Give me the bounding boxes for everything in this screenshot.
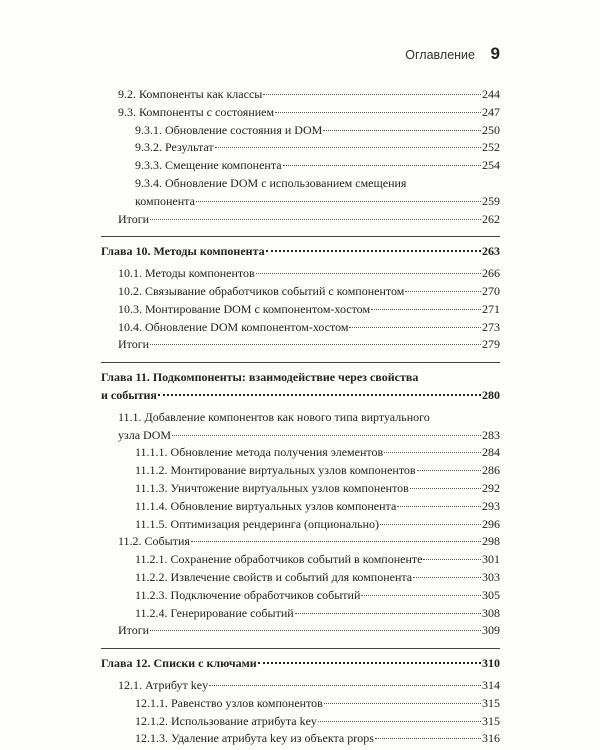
toc-entry-page: 279 xyxy=(482,337,500,352)
toc-entry-page: 273 xyxy=(482,319,500,334)
toc-entry-title: 11.1.2. Монтирование виртуальных узлов компонентов xyxy=(135,463,416,478)
toc-entry-title: 11.1.4. Обновление виртуальных узлов компонента xyxy=(135,498,397,513)
toc-entry-page: 316 xyxy=(482,731,500,746)
dot-leader xyxy=(295,613,481,614)
dot-leader xyxy=(361,595,481,596)
dot-leader xyxy=(413,577,481,578)
toc-chapter-entry[interactable] xyxy=(101,369,500,405)
toc-entry-title: 11.1.1. Обновление метода получения элементов xyxy=(135,445,384,460)
toc-entry-title: 11.1. Добавление компонентов как нового типа виртуального xyxy=(118,409,430,424)
toc-entry-title: Глава 10. Методы компонента xyxy=(101,244,265,259)
dot-leader xyxy=(323,130,481,131)
toc-entry-title: 11.1.5. Оптимизация рендеринга (опционально) xyxy=(135,516,380,531)
table-of-contents xyxy=(101,86,500,748)
toc-entry-title: 10.2. Связывание обработчиков событий с компонентом xyxy=(118,283,405,298)
page-number: 9 xyxy=(490,44,500,63)
chapter-divider xyxy=(101,236,500,237)
dot-leader xyxy=(283,165,481,166)
dot-leader xyxy=(263,94,481,95)
dot-leader xyxy=(380,524,481,525)
toc-entry-title: 9.3.3. Смещение компонента xyxy=(135,158,282,173)
dot-leader xyxy=(275,112,481,113)
toc-entry[interactable] xyxy=(101,516,500,534)
toc-entry[interactable] xyxy=(101,175,500,211)
toc-entry-title-continued: и события xyxy=(101,387,157,402)
toc-entry[interactable] xyxy=(101,533,500,551)
toc-entry-title: 11.2.4. Генерирование событий xyxy=(135,605,294,620)
toc-entry-title: 12.1.3. Удаление атрибута key из объекта props xyxy=(135,731,374,746)
toc-chapter-entry[interactable] xyxy=(101,655,500,673)
dot-leader xyxy=(196,201,481,202)
toc-entry[interactable] xyxy=(101,587,500,605)
dot-leader xyxy=(318,721,481,722)
toc-entry-title: 9.3.1. Обновление состояния и DOM xyxy=(135,122,323,137)
toc-entry-page: 308 xyxy=(482,605,500,620)
toc-entry-title-continued: узла DOM xyxy=(118,427,172,442)
toc-entry[interactable] xyxy=(101,695,500,713)
toc-entry-page: 252 xyxy=(482,140,500,155)
toc-entry-page: 254 xyxy=(482,158,500,173)
dot-leader xyxy=(324,703,481,704)
dot-leader xyxy=(158,394,481,396)
toc-entry-page: 305 xyxy=(482,587,500,602)
dot-leader xyxy=(209,685,481,686)
header-title: Оглавление xyxy=(405,48,475,62)
dot-leader xyxy=(150,344,481,345)
toc-entry-title: 10.4. Обновление DOM компонентом-хостом xyxy=(118,319,349,334)
toc-entry-page: 315 xyxy=(482,695,500,710)
toc-entry-page: 296 xyxy=(482,516,500,531)
toc-entry-page: 315 xyxy=(482,713,500,728)
dot-leader xyxy=(375,738,481,739)
toc-entry[interactable] xyxy=(101,713,500,731)
toc-entry[interactable] xyxy=(101,730,500,748)
dot-leader xyxy=(150,219,481,220)
dot-leader xyxy=(423,559,481,560)
dot-leader xyxy=(410,488,481,489)
toc-entry-title: 12.1.1. Равенство узлов компонентов xyxy=(135,695,323,710)
toc-entry-title: 12.1. Атрибут key xyxy=(118,677,209,692)
toc-entry-title: 11.2.1. Сохранение обработчиков событий в компоненте xyxy=(135,552,423,567)
dot-leader xyxy=(215,147,481,148)
toc-entry[interactable] xyxy=(101,622,500,640)
toc-entry[interactable] xyxy=(101,265,500,283)
toc-chapter-entry[interactable] xyxy=(101,243,500,261)
toc-entry[interactable] xyxy=(101,301,500,319)
toc-entry-page: 262 xyxy=(482,211,500,226)
toc-entry-page: 292 xyxy=(482,480,500,495)
toc-entry-title: Итоги xyxy=(118,623,150,638)
toc-entry-page: 284 xyxy=(482,445,500,460)
dot-leader xyxy=(405,291,481,292)
toc-entry[interactable] xyxy=(101,462,500,480)
toc-entry-title: 11.2.3. Подключение обработчиков событий xyxy=(135,587,361,602)
dot-leader xyxy=(397,506,481,507)
dot-leader xyxy=(417,470,481,471)
dot-leader xyxy=(256,273,481,274)
toc-entry-page: 280 xyxy=(482,387,500,402)
toc-entry-title: 10.1. Методы компонентов xyxy=(118,266,255,281)
toc-entry-page: 293 xyxy=(482,498,500,513)
chapter-divider xyxy=(101,648,500,649)
toc-entry-title: 9.3.4. Обновление DOM с использованием смещения xyxy=(135,175,407,190)
toc-entry-title: Итоги xyxy=(118,337,150,352)
toc-entry-page: 271 xyxy=(482,301,500,316)
toc-entry-page: 266 xyxy=(482,266,500,281)
toc-entry-page: 283 xyxy=(482,427,500,442)
toc-entry[interactable] xyxy=(101,319,500,337)
toc-entry-title: 9.2. Компоненты как классы xyxy=(118,87,263,101)
toc-entry-page: 309 xyxy=(482,623,500,638)
toc-entry-page: 286 xyxy=(482,463,500,478)
toc-entry-page: 301 xyxy=(482,552,500,567)
chapter-divider xyxy=(101,362,500,363)
toc-entry[interactable] xyxy=(101,122,500,140)
toc-entry-page: 314 xyxy=(482,677,500,692)
dot-leader xyxy=(349,327,481,328)
toc-entry-page: 303 xyxy=(482,569,500,584)
toc-entry[interactable] xyxy=(101,86,500,104)
toc-entry-page: 298 xyxy=(482,534,500,549)
dot-leader xyxy=(191,541,481,542)
toc-entry[interactable] xyxy=(101,157,500,175)
toc-entry[interactable] xyxy=(101,480,500,498)
toc-entry-title: 10.3. Монтирование DOM с компонентом-хостом xyxy=(118,301,371,316)
toc-entry[interactable] xyxy=(101,283,500,301)
toc-entry-title: 11.2. События xyxy=(118,534,190,549)
running-header xyxy=(0,44,600,64)
toc-entry[interactable] xyxy=(101,551,500,569)
toc-entry-page: 259 xyxy=(482,193,500,208)
toc-entry-title: Итоги xyxy=(118,211,150,226)
toc-entry-page: 247 xyxy=(482,104,500,119)
toc-entry[interactable] xyxy=(101,444,500,462)
toc-entry-title: 9.3.2. Результат xyxy=(135,140,214,155)
toc-entry-page: 270 xyxy=(482,283,500,298)
toc-entry[interactable] xyxy=(101,139,500,157)
toc-entry[interactable] xyxy=(101,498,500,516)
toc-entry-title: Глава 11. Подкомпоненты: взаимодействие через свойства xyxy=(101,370,419,385)
toc-entry[interactable] xyxy=(101,409,500,445)
toc-entry[interactable] xyxy=(101,211,500,229)
toc-entry[interactable] xyxy=(101,677,500,695)
dot-leader xyxy=(371,309,481,310)
toc-entry-page: 244 xyxy=(482,87,500,101)
toc-entry-title-continued: компонента xyxy=(135,193,195,208)
dot-leader xyxy=(258,662,481,664)
dot-leader xyxy=(172,435,481,436)
toc-entry[interactable] xyxy=(101,336,500,354)
toc-entry-page: 250 xyxy=(482,122,500,137)
toc-entry-title: 9.3. Компоненты с состоянием xyxy=(118,104,275,119)
toc-entry[interactable] xyxy=(101,569,500,587)
toc-entry-title: 11.1.3. Уничтожение виртуальных узлов компонентов xyxy=(135,480,409,495)
toc-entry-title: 11.2.2. Извлечение свойств и событий для компонента xyxy=(135,569,413,584)
toc-entry-title: Глава 12. Списки с ключами xyxy=(101,656,257,671)
dot-leader xyxy=(266,250,481,252)
toc-entry[interactable] xyxy=(101,605,500,623)
dot-leader xyxy=(384,452,481,453)
toc-entry-page: 263 xyxy=(482,244,500,259)
toc-entry-page: 310 xyxy=(482,656,500,671)
dot-leader xyxy=(150,630,481,631)
toc-entry-title: 12.1.2. Использование атрибута key xyxy=(135,713,317,728)
toc-entry[interactable] xyxy=(101,104,500,122)
